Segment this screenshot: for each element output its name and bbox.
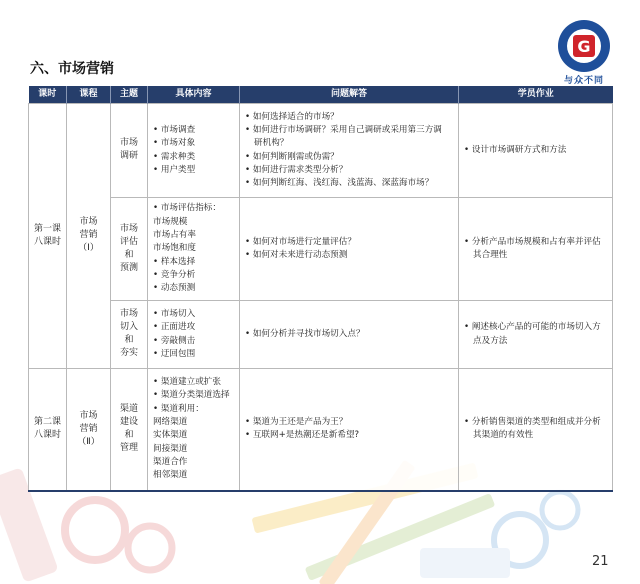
list-item: 其渠道的有效性 [473, 430, 534, 441]
header-questions: 问题解答 [240, 86, 459, 104]
list-item: • 如何对市场进行定量评估？ [245, 236, 453, 249]
list-item: • 渠道利用： [153, 403, 234, 416]
course-line: （Ⅱ） [77, 436, 100, 447]
list-item: 研机构？ [254, 138, 289, 149]
list-item: 市场规模 [153, 216, 188, 227]
list-item: 网络渠道 [153, 416, 188, 427]
list-item: • 渠道为王还是产品为王？ [245, 416, 453, 429]
list-item: • 渠道建立或扩张 [153, 376, 234, 389]
topic-line: 建设 [119, 417, 138, 428]
topic-line: 调研 [119, 151, 138, 162]
list-item: • 渠道分类渠道选择 [153, 389, 234, 402]
topic-cell [111, 104, 148, 198]
table-row [29, 301, 613, 369]
homework-cell [459, 301, 613, 369]
period-line: 第一课 [34, 223, 62, 234]
header-homework: 学员作业 [459, 86, 613, 104]
period-line: 八课时 [34, 236, 62, 247]
table-row [29, 198, 613, 301]
list-item: 市场饱和度 [153, 243, 196, 254]
list-item: • 如何选择适合的市场？ [245, 111, 453, 124]
lesson2-period [29, 369, 67, 491]
list-item: 实体渠道 [153, 430, 188, 441]
list-item: • 设计市场调研方式和方法 [464, 144, 607, 157]
list-item: • 如何对未来进行动态预测 [245, 249, 453, 262]
content-cell [148, 369, 240, 491]
list-item: • 如何分析并寻找市场切入点？ [245, 328, 453, 341]
topic-line: 和 [124, 335, 134, 346]
homework-cell [459, 198, 613, 301]
topic-line: 渠道 [119, 404, 138, 415]
lesson1-course [67, 104, 111, 369]
list-item: • 如何判断红海、浅红海、浅蓝海、深蓝海市场？ [245, 177, 453, 190]
list-item: 间接渠道 [153, 443, 188, 454]
table-row [29, 369, 613, 491]
header-period: 课时 [29, 86, 67, 104]
course-line: 营销 [79, 230, 98, 241]
homework-cell [459, 369, 613, 491]
course-table [28, 86, 613, 492]
topic-line: 和 [124, 430, 134, 441]
content-cell [148, 104, 240, 198]
list-item: • 需求种类 [153, 151, 234, 164]
topic-line: 评估 [119, 236, 138, 247]
topic-cell [111, 301, 148, 369]
list-item: • 分析产品市场规模和占有率并评估 [464, 236, 607, 249]
list-item: • 样本选择 [153, 256, 234, 269]
period-line: 八课时 [34, 430, 62, 441]
list-item: • 如何进行市场调研？采用自己调研或采用第三方调 [245, 124, 453, 137]
list-item: • 旁敲侧击 [153, 335, 234, 348]
period-line: 第二课 [34, 417, 62, 428]
list-item: 市场占有率 [153, 230, 196, 241]
lesson2-course [67, 369, 111, 491]
list-item: • 市场对象 [153, 137, 234, 150]
list-item: 相邻渠道 [153, 470, 188, 481]
topic-cell [111, 198, 148, 301]
list-item: • 分析销售渠道的类型和组成并分析 [464, 416, 607, 429]
list-item: • 迂回包围 [153, 348, 234, 361]
topic-line: 市场 [119, 138, 138, 149]
topic-line: 管理 [119, 443, 138, 454]
list-item: • 正面进攻 [153, 321, 234, 334]
topic-line: 市场 [119, 223, 138, 234]
list-item: • 如何判断刚需或伪需？ [245, 151, 453, 164]
header-topic: 主题 [111, 86, 148, 104]
topic-line: 切入 [119, 322, 138, 333]
list-item: • 互联网+是热潮还是新希望? [245, 429, 453, 442]
list-item: • 如何进行需求类型分析？ [245, 164, 453, 177]
questions-cell [240, 104, 459, 198]
topic-line: 和 [124, 249, 134, 260]
questions-cell [240, 369, 459, 491]
list-item: 点及方法 [473, 335, 508, 346]
list-item: • 用户类型 [153, 164, 234, 177]
content-cell [148, 198, 240, 301]
list-item: 其合理性 [473, 250, 508, 260]
course-line: 市场 [79, 410, 98, 421]
list-item: 渠道合作 [153, 456, 188, 467]
header-content: 具体内容 [148, 86, 240, 104]
questions-cell [240, 301, 459, 369]
lesson1-period [29, 104, 67, 369]
table-header-row [29, 86, 613, 104]
list-item: • 竞争分析 [153, 269, 234, 282]
course-line: （Ⅰ） [78, 243, 99, 254]
logo-mark: G [577, 37, 591, 56]
list-item: • 市场调查 [153, 124, 234, 137]
homework-cell [459, 104, 613, 198]
topic-line: 夯实 [119, 348, 138, 359]
table-row [29, 104, 613, 198]
topic-line: 预测 [119, 262, 138, 273]
list-item: • 市场评估指标： [153, 202, 234, 215]
header-course: 课程 [67, 86, 111, 104]
topic-line: 市场 [119, 309, 138, 320]
list-item: • 阐述核心产品的可能的市场切入方 [464, 321, 607, 334]
page-title: 六、市场营销 [30, 61, 114, 77]
content-cell [148, 301, 240, 369]
questions-cell [240, 198, 459, 301]
list-item: • 动态预测 [153, 282, 234, 295]
gibs-logo [556, 18, 612, 74]
page-number: 21 [592, 554, 609, 569]
logo-label: 与众不同 [563, 76, 604, 86]
topic-cell [111, 369, 148, 491]
course-line: 营销 [79, 423, 98, 434]
list-item: • 市场切入 [153, 308, 234, 321]
course-line: 市场 [79, 217, 98, 228]
